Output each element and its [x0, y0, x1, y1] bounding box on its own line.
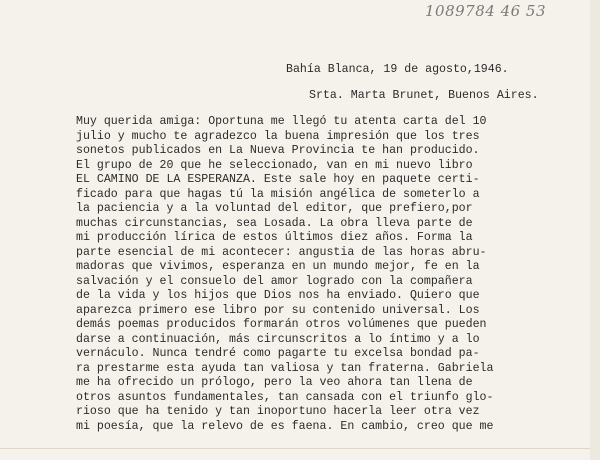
body-line: Muy querida amiga: Oportuna me llegó tu atenta carta del 10 — [76, 115, 487, 128]
body-line: vernáculo. Nunca tendré como pagarte tu excelsa bondad pa- — [76, 347, 480, 360]
body-line: rioso que ha tenido y tan inoportuno hacerla leer otra vez — [76, 405, 480, 418]
body-line: otros asuntos fundamentales, tan cansada con el triunfo glo- — [76, 390, 494, 404]
body-line: me ha ofrecido un prólogo, pero la veo ahora tan llena de — [76, 376, 473, 389]
scan-margin — [590, 0, 600, 460]
body-line: EL CAMINO DE LA ESPERANZA. Este sale hoy en paquete certi- — [76, 173, 480, 186]
body-line: darse a continuación, más circunscritos a lo íntimo y a lo — [76, 332, 480, 346]
body-line: El grupo de 20 que he seleccionado, van en mi nuevo libro — [76, 158, 473, 172]
page-edge-divider — [0, 448, 590, 449]
body-line: julio y mucho te agradezco la buena impresión que los tres — [76, 129, 480, 143]
body-line: ficado para que hagas tú la misión angélica de someterlo a — [76, 187, 480, 201]
body-line: mi poesía, que la relevo de es faena. En cambio, creo que me — [76, 419, 494, 433]
body-line: la paciencia y a la voluntad del editor, que prefiero,por — [76, 202, 473, 215]
archive-number-annotation: 1089784 46 53 — [425, 2, 547, 20]
body-line: ra prestarme esta ayuda tan valiosa y tan fraterna. Gabriela — [76, 361, 494, 375]
body-line: mi producción lírica de estos últimos diez años. Forma la — [76, 231, 473, 244]
body-line: parte esencial de mi acontecer: angustia de las horas abru- — [76, 245, 487, 259]
body-line: aparezca primero ese libro por su contenido universal. Los — [76, 303, 480, 317]
body-line: demás poemas producidos formarán otros volúmenes que pueden — [76, 318, 487, 331]
date-line: Bahía Blanca, 19 de agosto,1946. — [286, 63, 509, 76]
body-line: sonetos publicados en La Nueva Provincia te han producido. — [76, 144, 480, 157]
recipient-line: Srta. Marta Brunet, Buenos Aires. — [309, 89, 539, 102]
body-line: de la vida y los hijos que Dios nos ha enviado. Quiero que — [76, 289, 480, 302]
body-line: madoras que vivimos, esperanza en un mundo mejor, fe en la — [76, 260, 480, 273]
body-line: muchas circunstancias, sea Losada. La obra lleva parte de — [76, 216, 473, 230]
body-line: salvación y el consuelo del amor logrado con la compañera — [76, 274, 473, 288]
letter-body — [76, 115, 493, 434]
